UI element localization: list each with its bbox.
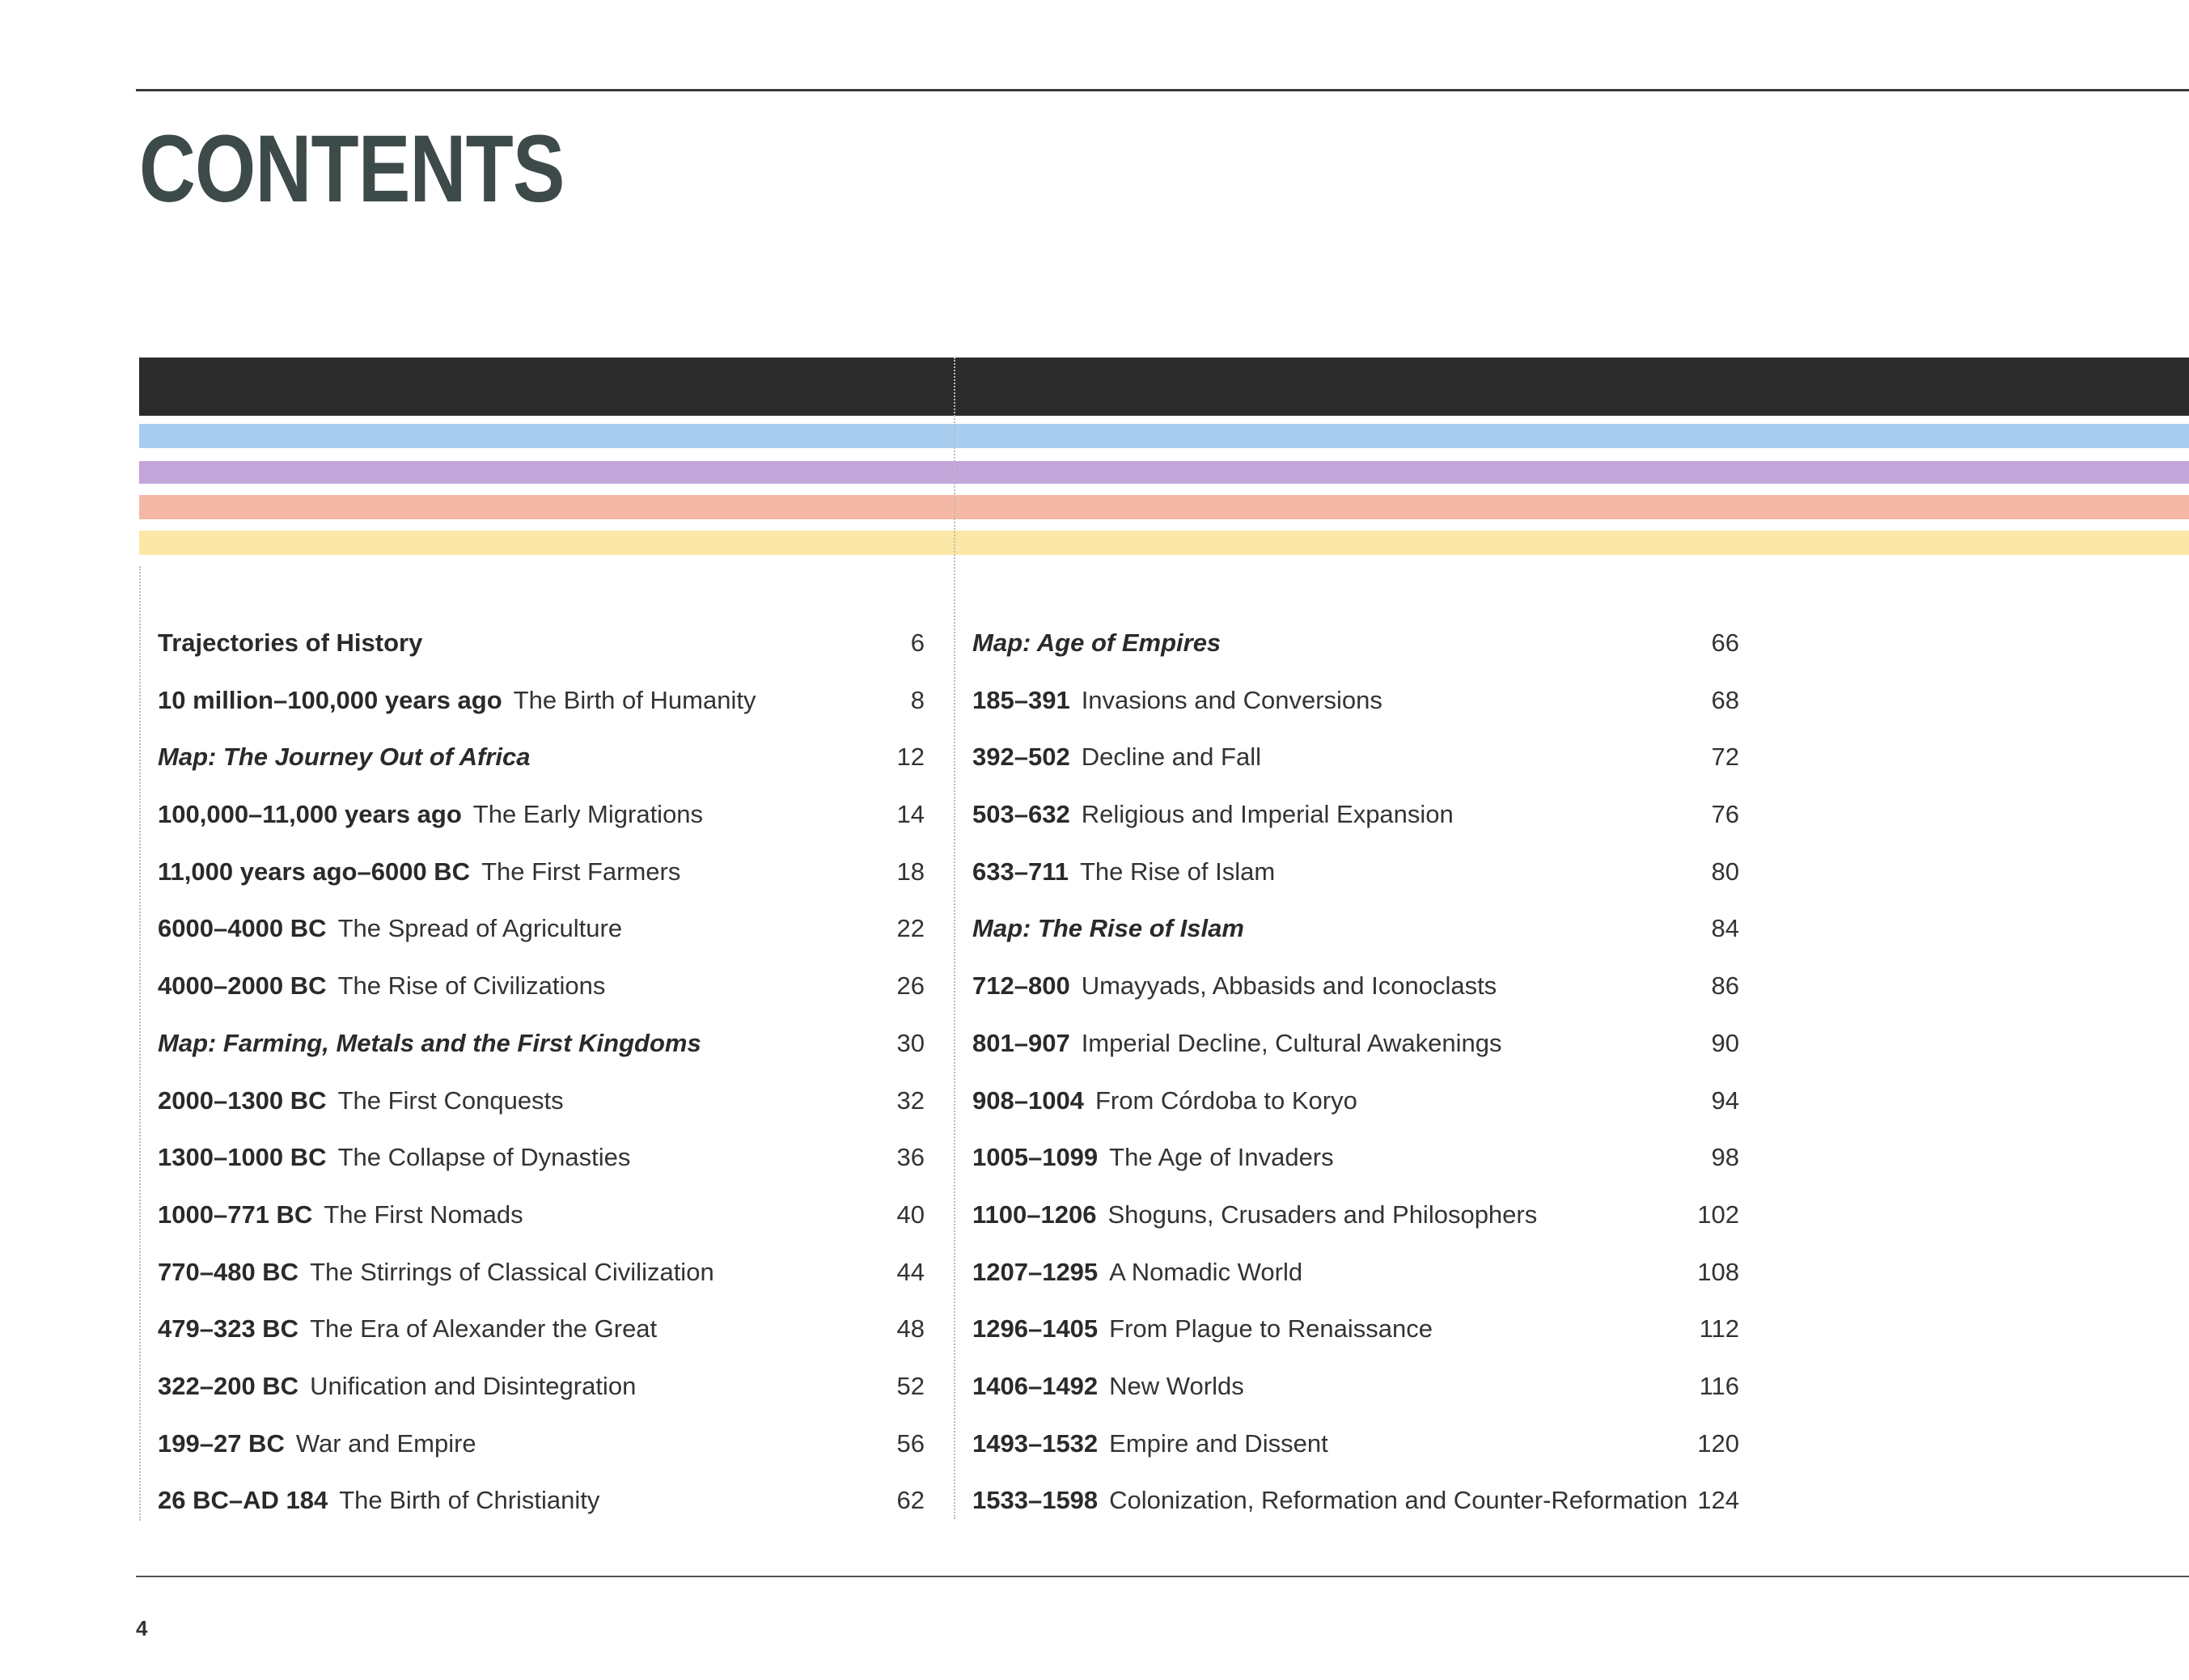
toc-entry: [972, 856, 1739, 913]
toc-entry: [158, 1027, 925, 1085]
toc-entry-title: Umayyads, Abbasids and Iconoclasts: [1081, 971, 1497, 1001]
toc-entry-title: The Spread of Agriculture: [337, 914, 623, 943]
toc-entry: [972, 798, 1739, 856]
toc-entry-title: New Worlds: [1109, 1371, 1244, 1400]
toc-entry-date: 1300–1000 BC: [158, 1143, 327, 1172]
toc-entry-date: 1296–1405: [972, 1314, 1099, 1344]
toc-entry-date: 1005–1099: [972, 1143, 1099, 1172]
toc-entry: [158, 912, 925, 970]
toc-entry-page: 112: [1699, 1314, 1739, 1344]
toc-entry: [158, 1199, 925, 1256]
toc-entry-title: From Córdoba to Koryo: [1094, 1085, 1357, 1115]
toc-entry-date: 1533–1598: [972, 1486, 1099, 1515]
toc-entry-title: The First Nomads: [324, 1200, 523, 1229]
toc-entry-title: A Nomadic World: [1109, 1257, 1303, 1286]
toc-entry-date: 322–200 BC: [158, 1371, 299, 1400]
toc-entry: [158, 798, 925, 856]
toc-entry-page: 56: [896, 1428, 925, 1458]
top-rule: [136, 89, 2189, 91]
toc-entry-page: 26: [896, 971, 925, 1001]
toc-entry: [972, 1484, 1739, 1542]
toc-entry-date: 2000–1300 BC: [158, 1085, 327, 1115]
toc-entry-date: 100,000–11,000 years ago: [158, 800, 462, 829]
color-band-purple: [139, 461, 2189, 484]
toc-entry-title: The Birth of Christianity: [339, 1486, 600, 1515]
column-divider-left: [139, 566, 141, 1521]
toc-entry: [972, 1313, 1739, 1370]
toc-entry-page: 94: [1711, 1085, 1739, 1115]
toc-entry-page: 44: [896, 1257, 925, 1286]
toc-entry-page: 72: [1711, 743, 1739, 772]
toc-entry-page: 8: [910, 685, 925, 714]
color-band-dark: [139, 358, 2189, 416]
toc-entry: [158, 856, 925, 913]
toc-entry: [972, 1428, 1739, 1485]
toc-entry-page: 124: [1697, 1486, 1739, 1515]
toc-entry-date: 1000–771 BC: [158, 1200, 313, 1229]
toc-entry: [158, 1085, 925, 1142]
toc-entry: [158, 1428, 925, 1485]
toc-entry-date: 503–632: [972, 800, 1070, 829]
toc-entry-title: The Rise of Civilizations: [337, 971, 606, 1001]
toc-entry: [972, 1141, 1739, 1199]
toc-entry-date: 392–502: [972, 743, 1070, 772]
toc-entry-date: 1493–1532: [972, 1428, 1099, 1458]
toc-column-right: [972, 627, 1739, 1542]
color-band-yellow: [139, 531, 2189, 555]
toc-entry-page: 90: [1711, 1028, 1739, 1057]
toc-entry-page: 62: [896, 1486, 925, 1515]
toc-entry-date: 1100–1206: [972, 1200, 1097, 1229]
toc-entry-title: Map: The Journey Out of Africa: [158, 743, 531, 772]
toc-entry-title: Invasions and Conversions: [1081, 685, 1382, 714]
toc-entry: [158, 1256, 925, 1314]
toc-entry: [972, 970, 1739, 1027]
toc-entry: [158, 1313, 925, 1370]
toc-entry-title: The Early Migrations: [472, 800, 704, 829]
color-band-blue: [139, 424, 2189, 448]
toc-entry: [972, 741, 1739, 798]
toc-entry-date: 633–711: [972, 857, 1069, 886]
toc-entry-date: 4000–2000 BC: [158, 971, 327, 1001]
toc-entry-date: 1207–1295: [972, 1257, 1099, 1286]
toc-entry-title: Unification and Disintegration: [310, 1371, 637, 1400]
toc-entry-date: 199–27 BC: [158, 1428, 285, 1458]
toc-entry-page: 102: [1697, 1200, 1739, 1229]
toc-entry: [158, 970, 925, 1027]
toc-entry-page: 6: [910, 628, 925, 657]
toc-entry-page: 68: [1711, 685, 1739, 714]
toc-entry: [158, 1370, 925, 1428]
toc-entry-date: 770–480 BC: [158, 1257, 299, 1286]
toc-entry-title: Colonization, Reformation and Counter-Reformation: [1109, 1486, 1688, 1515]
toc-entry-page: 86: [1711, 971, 1739, 1001]
toc-entry-date: 712–800: [972, 971, 1070, 1001]
toc-entry: [972, 627, 1739, 684]
toc-entry-date: 10 million–100,000 years ago: [158, 685, 502, 714]
toc-entry: [972, 684, 1739, 742]
toc-entry-date: 6000–4000 BC: [158, 914, 327, 943]
toc-entry: [158, 684, 925, 742]
page-number: 4: [136, 1616, 148, 1640]
toc-entry: [972, 912, 1739, 970]
toc-entry-title: Imperial Decline, Cultural Awakenings: [1081, 1028, 1502, 1057]
toc-entry-page: 32: [896, 1085, 925, 1115]
color-band-salmon: [139, 495, 2189, 519]
toc-entry-page: 40: [896, 1200, 925, 1229]
toc-entry-title: From Plague to Renaissance: [1109, 1314, 1433, 1344]
toc-entry-title: Decline and Fall: [1081, 743, 1261, 772]
toc-entry-title: Empire and Dissent: [1109, 1428, 1328, 1458]
toc-entry: [972, 1027, 1739, 1085]
toc-entry-page: 18: [896, 857, 925, 886]
toc-entry-title: Trajectories of History: [158, 628, 423, 657]
toc-column-left: [158, 627, 925, 1542]
toc-entry-title: The First Conquests: [337, 1085, 564, 1115]
toc-entry-date: 479–323 BC: [158, 1314, 299, 1344]
toc-entry: [972, 1085, 1739, 1142]
toc-entry-title: War and Empire: [295, 1428, 476, 1458]
toc-entry-title: The Age of Invaders: [1109, 1143, 1334, 1172]
toc-entry: [972, 1370, 1739, 1428]
toc-entry: [972, 1256, 1739, 1314]
toc-entry-title: The First Farmers: [481, 857, 681, 886]
toc-entry-page: 120: [1697, 1428, 1739, 1458]
toc-entry-page: 52: [896, 1371, 925, 1400]
toc-entry-title: Religious and Imperial Expansion: [1081, 800, 1454, 829]
toc-entry: [158, 627, 925, 684]
toc-entry-date: 908–1004: [972, 1085, 1084, 1115]
toc-entry-title: The Stirrings of Classical Civilization: [310, 1257, 714, 1286]
page-title: CONTENTS: [139, 116, 565, 222]
bottom-rule: [136, 1576, 2189, 1577]
toc-entry-title: Shoguns, Crusaders and Philosophers: [1107, 1200, 1538, 1229]
toc-entry-page: 48: [896, 1314, 925, 1344]
toc-entry-title: The Birth of Humanity: [513, 685, 756, 714]
toc-entry-page: 76: [1711, 800, 1739, 829]
toc-entry-title: Map: Farming, Metals and the First Kingdoms: [158, 1028, 701, 1057]
toc-entry-page: 66: [1711, 628, 1739, 657]
toc-entry-title: The Rise of Islam: [1079, 857, 1276, 886]
toc-entry-page: 84: [1711, 914, 1739, 943]
toc-entry-page: 36: [896, 1143, 925, 1172]
toc-entry-title: Map: The Rise of Islam: [972, 914, 1244, 943]
toc-entry: [972, 1199, 1739, 1256]
column-divider-middle: [954, 358, 955, 1519]
toc-entry-page: 14: [896, 800, 925, 829]
toc-entry-date: 185–391: [972, 685, 1070, 714]
toc-entry-date: 26 BC–AD 184: [158, 1486, 328, 1515]
toc-entry-date: 801–907: [972, 1028, 1070, 1057]
toc-entry-date: 11,000 years ago–6000 BC: [158, 857, 471, 886]
toc-entry-page: 116: [1699, 1371, 1739, 1400]
toc-entry-page: 22: [896, 914, 925, 943]
toc-entry-date: 1406–1492: [972, 1371, 1099, 1400]
toc-entry-title: Map: Age of Empires: [972, 628, 1222, 657]
toc-entry-page: 30: [896, 1028, 925, 1057]
toc-entry: [158, 1484, 925, 1542]
toc-entry-title: The Era of Alexander the Great: [310, 1314, 658, 1344]
toc-entry-page: 12: [896, 743, 925, 772]
toc-entry-page: 98: [1711, 1143, 1739, 1172]
toc-entry-page: 80: [1711, 857, 1739, 886]
toc-entry: [158, 741, 925, 798]
toc-entry-title: The Collapse of Dynasties: [337, 1143, 631, 1172]
toc-entry: [158, 1141, 925, 1199]
toc-entry-page: 108: [1697, 1257, 1739, 1286]
